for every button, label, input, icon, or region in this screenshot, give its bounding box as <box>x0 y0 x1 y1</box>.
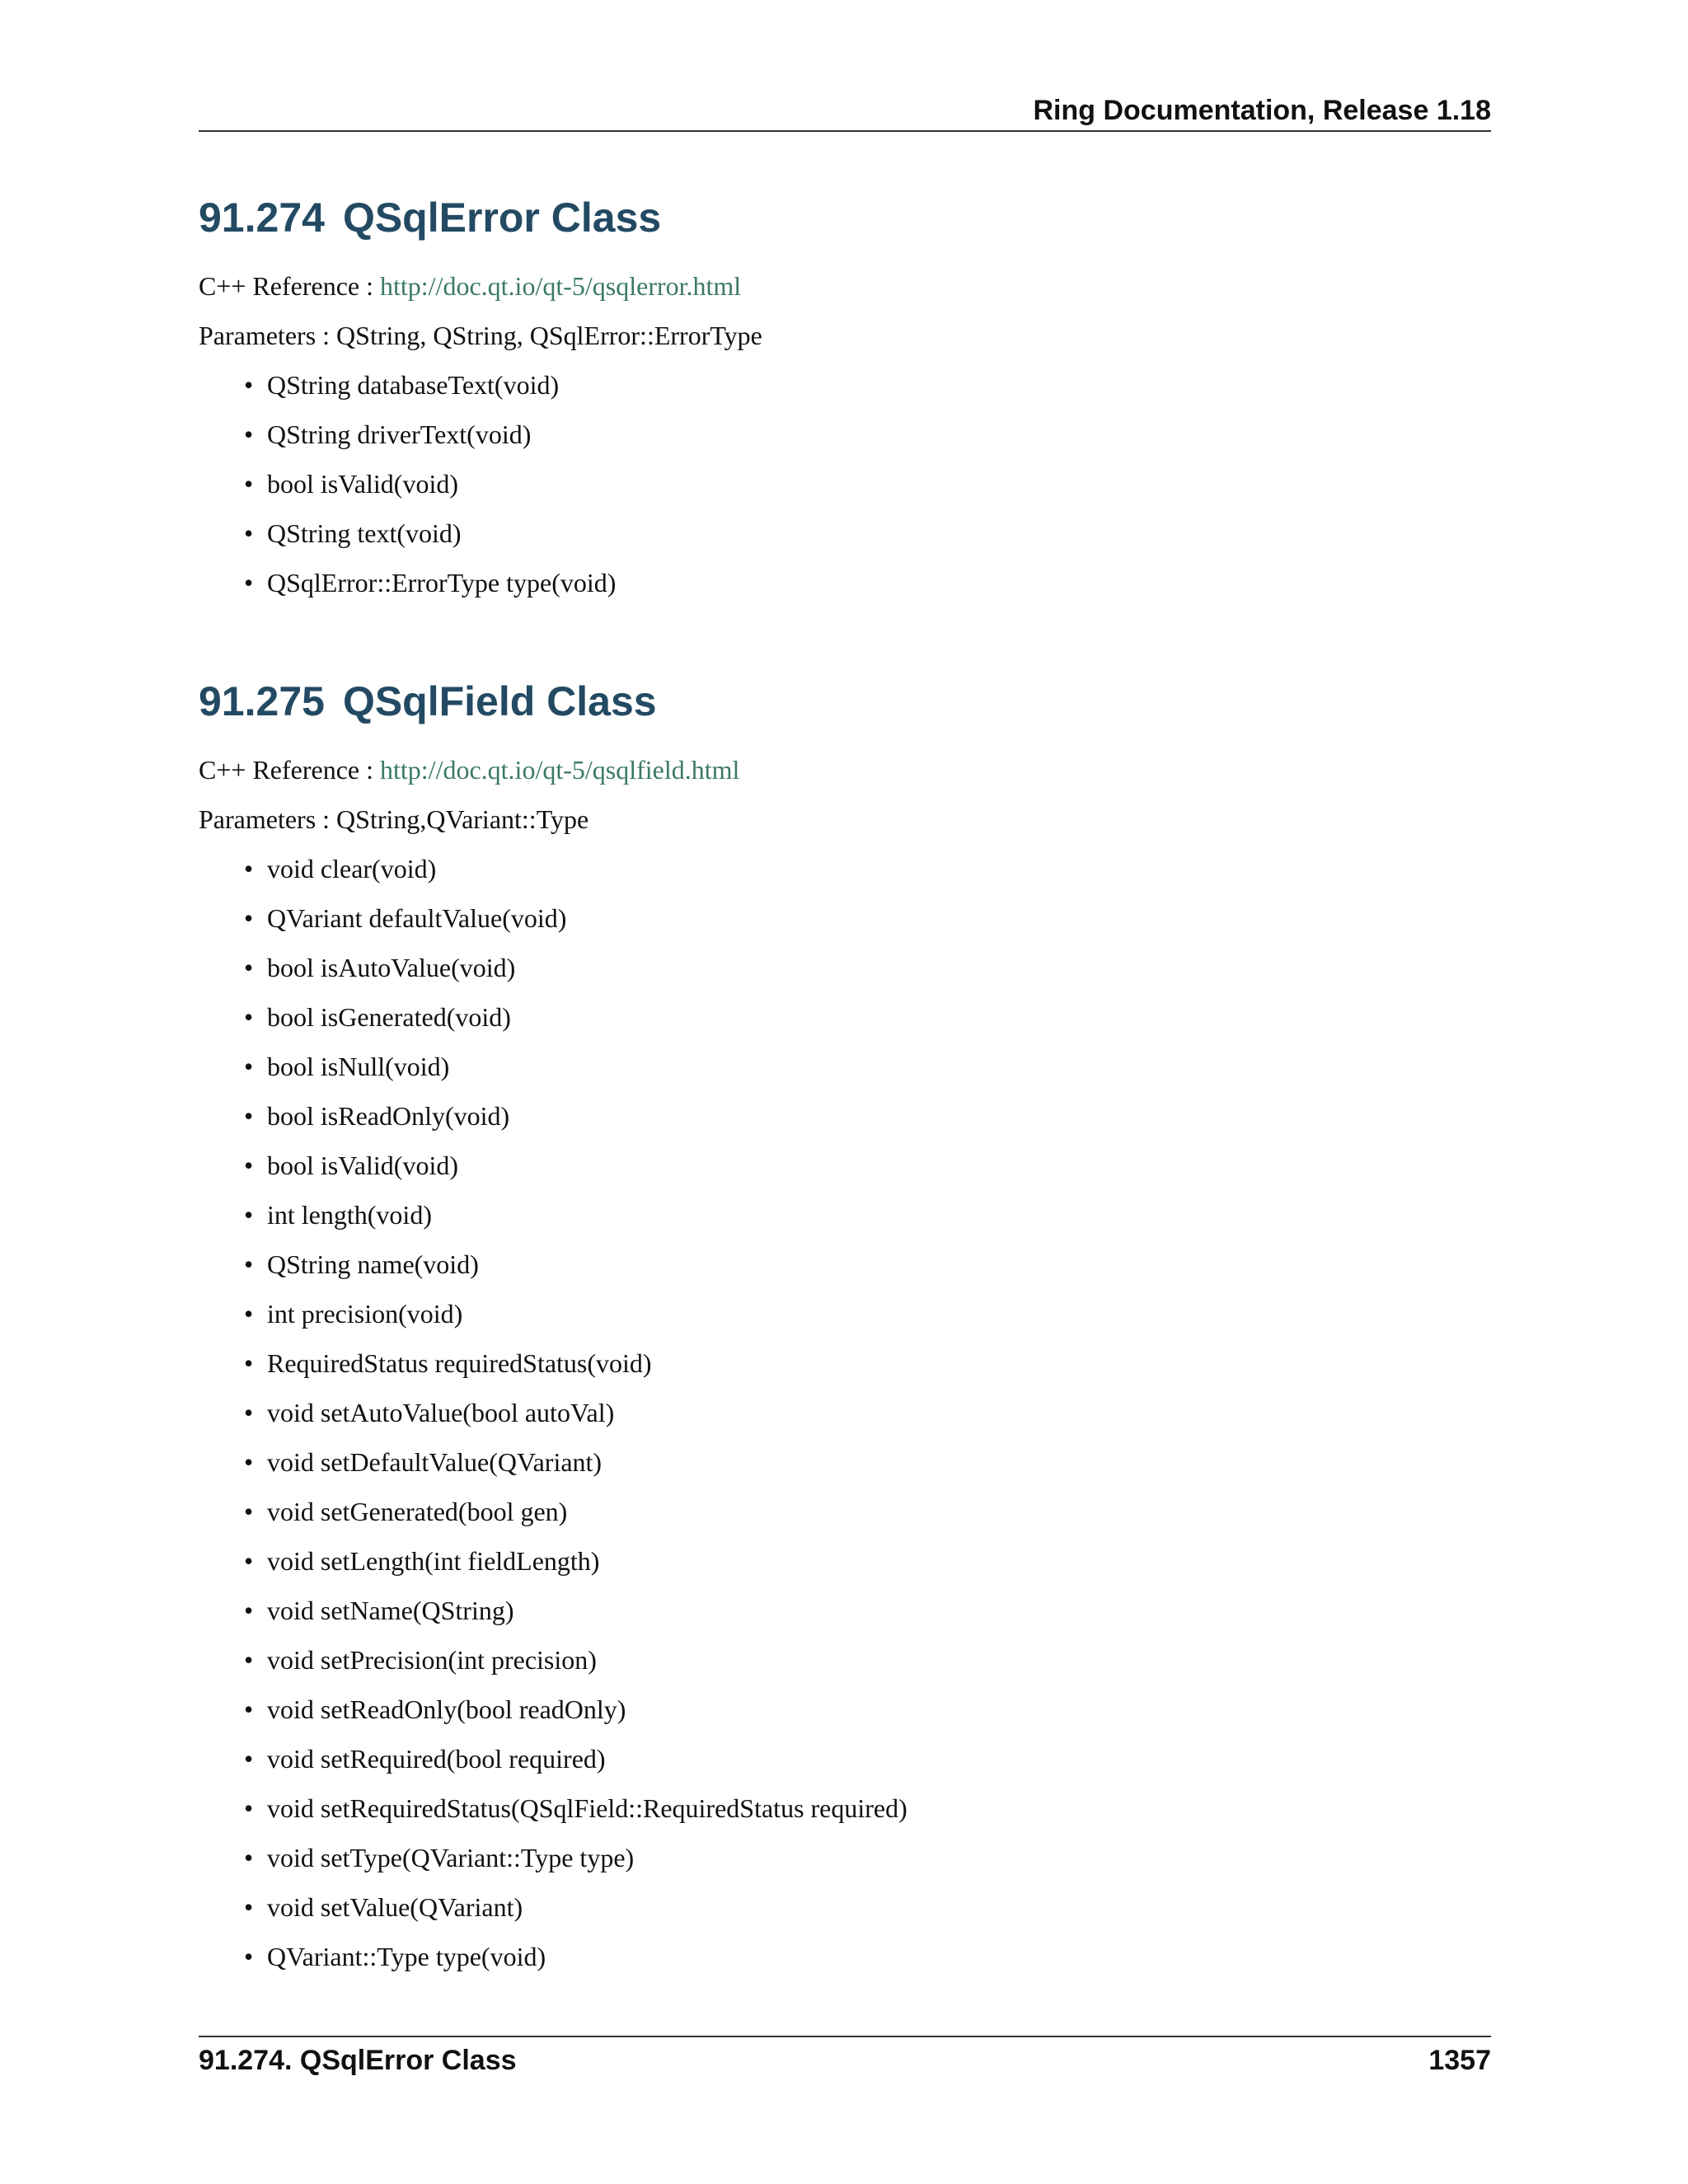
method-item: • int precision(void) <box>199 1297 1491 1330</box>
cpp-reference-link[interactable]: http://doc.qt.io/qt-5/qsqlfield.html <box>380 755 740 785</box>
footer-rule <box>199 2036 1491 2037</box>
parameters-line: Parameters : QString, QString, QSqlError::ErrorType <box>199 321 762 350</box>
method-item: • void setRequiredStatus(QSqlField::RequiredStatus required) <box>199 1792 1491 1825</box>
method-item: • void setName(QString) <box>199 1594 1491 1627</box>
section-heading <box>199 673 1491 730</box>
method-item: • QString text(void) <box>199 517 1491 550</box>
method-item: • RequiredStatus requiredStatus(void) <box>199 1347 1491 1380</box>
section-title: QSqlError Class <box>342 194 662 241</box>
method-item: • int length(void) <box>199 1198 1491 1231</box>
method-item: • void setAutoValue(bool autoVal) <box>199 1396 1491 1429</box>
footer-section-label: 91.274. QSqlError Class <box>199 2045 517 2076</box>
parameters-line: Parameters : QString,QVariant::Type <box>199 804 589 834</box>
method-item: • bool isNull(void) <box>199 1050 1491 1083</box>
method-item: • void setPrecision(int precision) <box>199 1643 1491 1676</box>
header-rule <box>199 130 1491 132</box>
method-item: • QVariant defaultValue(void) <box>199 902 1491 935</box>
section-qsqlfield <box>199 673 1491 1990</box>
method-item: • QVariant::Type type(void) <box>199 1940 1491 1973</box>
section-heading <box>199 189 1491 246</box>
cpp-reference-label: C++ Reference : <box>199 755 380 785</box>
method-item: • void clear(void) <box>199 852 1491 885</box>
method-list <box>199 852 1491 1973</box>
method-item: • bool isAutoValue(void) <box>199 951 1491 984</box>
method-item: • QString name(void) <box>199 1248 1491 1281</box>
section-title: QSqlField Class <box>342 678 657 724</box>
method-item: • void setValue(QVariant) <box>199 1891 1491 1924</box>
method-item: • QSqlError::ErrorType type(void) <box>199 566 1491 599</box>
method-item: • void setReadOnly(bool readOnly) <box>199 1693 1491 1726</box>
method-item: • void setGenerated(bool gen) <box>199 1495 1491 1528</box>
document-page <box>199 0 1491 2184</box>
method-item: • bool isGenerated(void) <box>199 1001 1491 1033</box>
method-item: • void setType(QVariant::Type type) <box>199 1841 1491 1874</box>
section-qsqlerror <box>199 189 1491 616</box>
method-item: • void setLength(int fieldLength) <box>199 1544 1491 1577</box>
cpp-reference-line <box>199 753 1491 786</box>
method-item: • QString databaseText(void) <box>199 368 1491 401</box>
method-item: • bool isReadOnly(void) <box>199 1099 1491 1132</box>
method-list <box>199 368 1491 599</box>
page-number: 1357 <box>1428 2045 1491 2076</box>
running-header: Ring Documentation, Release 1.18 <box>1033 95 1491 126</box>
cpp-reference-label: C++ Reference : <box>199 271 380 301</box>
method-item: • QString driverText(void) <box>199 418 1491 451</box>
method-item: • bool isValid(void) <box>199 1149 1491 1182</box>
method-item: • void setRequired(bool required) <box>199 1742 1491 1775</box>
cpp-reference-link[interactable]: http://doc.qt.io/qt-5/qsqlerror.html <box>380 271 742 301</box>
section-number: 91.274 <box>199 194 325 241</box>
cpp-reference-line <box>199 269 1491 302</box>
section-number: 91.275 <box>199 678 325 724</box>
method-item: • bool isValid(void) <box>199 467 1491 500</box>
method-item: • void setDefaultValue(QVariant) <box>199 1446 1491 1479</box>
